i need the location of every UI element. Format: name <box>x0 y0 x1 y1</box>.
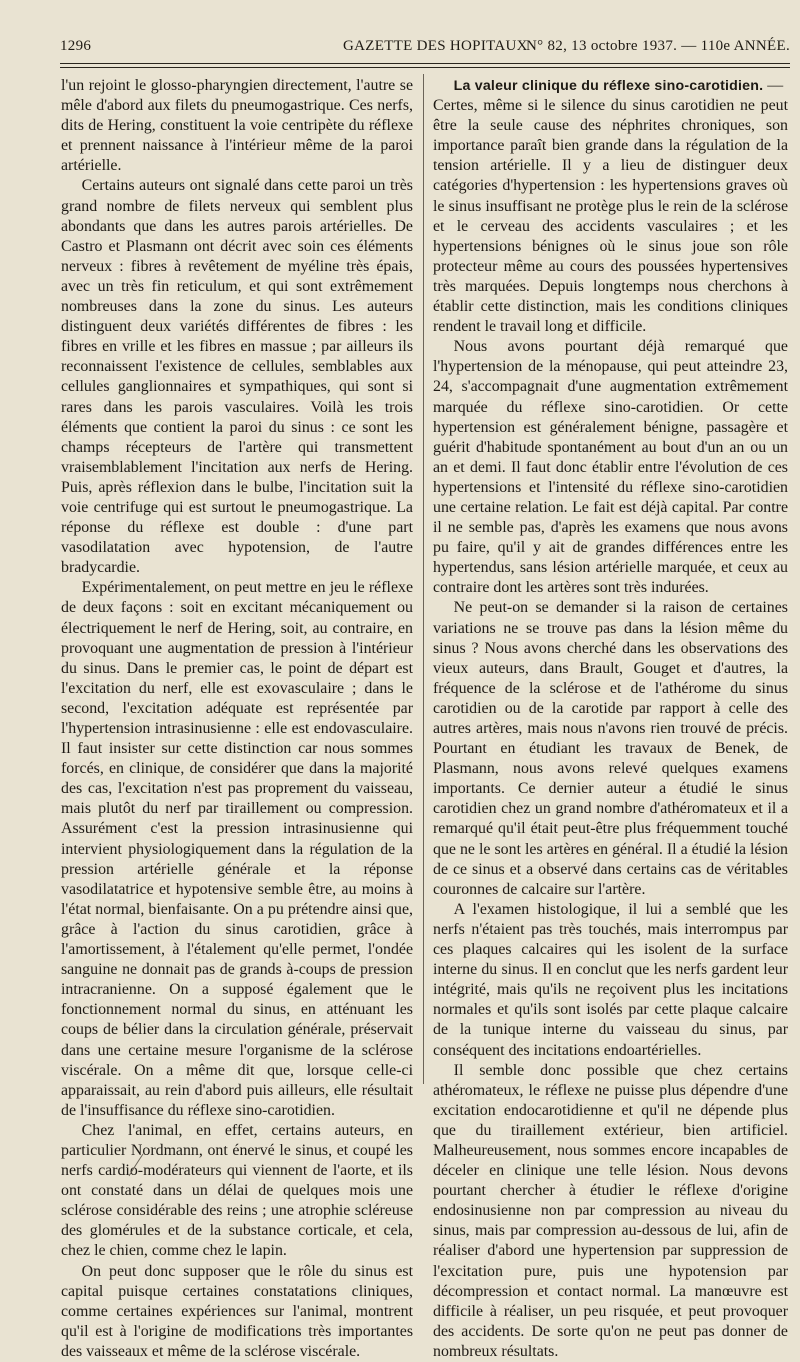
section-heading-paragraph <box>433 76 788 96</box>
left-column <box>61 76 413 1362</box>
paragraph: Expérimentalement, on peut mettre en jeu le réflexe de deux façons : soit en excitant mécaniquement ou électriquement le nerf de Hering, soit, au contraire, en provoquant une augmentation de pression à l'intérieur du sinus. Dans le premier cas, le point de départ est l'excitation du nerf, elle est exovasculaire ; dans le second, l'excitation adéquate est représentée par l'hypertension intrasinusienne : elle est endovasculaire. Il faut insister sur cette distinction car nous sommes forcés, en clinique, de considérer que dans la majorité des cas, l'excitation n'est pas proprement du vaisseau, mais plutôt du nerf par tiraillement ou compression. Assurément c'est la pression intrasinusienne qui intervient physiologiquement dans la régulation de la pression artérielle générale et la réponse vasodilatatrice et hypotensive semble être, au moins à l'état normal, bienfaisante. On a pu prétendre ainsi que, grâce à l'action du sinus carotidien, grâce à l'amortissement, à l'étalement qu'elle permet, l'ondée sanguine ne donnait pas de grands à-coups de pression intracranienne. On a supposé également que le fonctionnement normal du sinus, en atténuant les coups de bélier dans la circulation générale, préservait dans une certaine mesure l'organisme de la sclérose viscérale. On a même dit que, lorsque celle-ci apparaissait, au rein d'abord puis ailleurs, elle résultait de l'insuffisance du réflexe sino-carotidien. <box>61 579 413 1119</box>
paragraph: Certains auteurs ont signalé dans cette paroi un très grand nombre de filets nerveux qui semblent plus abondants que dans les autres parois artérielles. De Castro et Plasmann ont décrit avec soin ces éléments nerveux : fibres à revêtement de myéline très épais, avec un très fin reticulum, et qui sont extrêmement nombreuses dans la zone du sinus. Les auteurs distinguent deux variétés différentes de fibres : les fibres en vrille et les fibres en massue ; par ailleurs ils reconnaissent l'existence de cellules, semblables aux cellules ganglionnaires et sympathiques, qui sont si rares dans les parois vasculaires. Voilà les trois éléments que contient la paroi du sinus : ce sont les champs récepteurs de l'artère qui transmettent vraisemblablement l'incitation aux nerfs de Hering. Puis, après réflexion dans le bulbe, l'incitation suit la voie centrifuge qui est surtout le pneumogastrique. La réponse du réflexe est double : d'une part vasodilatation avec hypotension, de l'autre bradycardie. <box>61 177 413 577</box>
header-rule-bottom <box>60 67 790 68</box>
paragraph: On peut donc supposer que le rôle du sinus est capital puisque certaines constatations cliniques, comme certaines expériences sur l'animal, montrent qu'il est à l'origine de modifications très importantes des vaisseaux et même de la sclérose viscérale. <box>61 1262 413 1360</box>
right-column <box>433 76 788 1362</box>
paragraph: l'un rejoint le glosso-pharyngien directement, l'autre se mêle d'abord aux filets du pneumogastrique. Ces nerfs, dits de Hering, constituent la voie centripète du réflexe et prennent naissance à l'intérieur même de la paroi artérielle. <box>61 77 413 175</box>
page-number: 1296 <box>60 38 92 54</box>
paragraph: Il semble donc possible que chez certains athéromateux, le réflexe ne puisse plus dépendre d'une excitation endocarotidienne et qu'il ne dépende plus que du tiraillement extérieur, bien artificiel. Malheureusement, nous sommes encore incapables de déceler en clinique une telle lésion. Nous devons pourtant chercher à étudier le réflexe d'origine endosinusienne non par compression au niveau du sinus, mais par compression au-dessous de lui, afin de réaliser d'abord une hypertension par suppression de l'excitation pure, puis une hypotension par décompression et contact normal. La manœuvre est difficile à réaliser, un peu risquée, et peut provoquer des accidents. De sorte qu'on ne peut pas donner de nombreux résultats. <box>433 1061 788 1360</box>
paragraph: Certes, même si le silence du sinus carotidien ne peut être la seule cause des néphrites chroniques, son importance paraît bien grande dans la régulation de la tension artérielle. Il y a lieu de distinguer deux catégories d'hypertension : les hypertensions graves où le sinus insuffisant ne protège plus le rein de la sclérose et le cerveau des accidents vasculaires ; et les hypertensions bénignes où le sinus joue son rôle protecteur même au cours des poussées hypertensives très marquées. Depuis longtemps nous cherchons à établir cette distinction, mais les conditions cliniques rendent le travail long et difficile. <box>433 97 788 336</box>
journal-title: GAZETTE DES HOPITAUX <box>343 38 528 54</box>
paragraph: Nous avons pourtant déjà remarqué que l'hypertension de la ménopause, qui peut atteindre 23, 24, s'accompagnait d'une augmentation extrêmement marquée du réflexe sino-carotidien. Or cette hypertension est généralement bénigne, passagère et guérit d'habitude spontanément au bout d'un an ou un an et demi. Il faut donc établir entre l'évolution de ces hypertensions et l'intensité du réflexe sino-carotidien une certaine relation. Le fait est déjà capital. Par contre il ne semble pas, d'après les examens que nous avons pu faire, qu'il y ait de grandes différences entre les hypertendus, sans lésion artérielle marquée, et ceux au contraire dont les artères sont très indurées. <box>433 338 788 597</box>
issue-info: N° 82, 13 octobre 1937. — 110e ANNÉE. <box>525 38 790 54</box>
header-rule-top <box>60 63 790 64</box>
pencil-mark <box>125 1148 155 1178</box>
section-title: La valeur clinique du réflexe sino-carotidien. <box>453 78 764 94</box>
paragraph: Chez l'animal, en effet, certains auteurs, en particulier Nordmann, ont énervé le sinus, et coupé les nerfs cardio-modérateurs qui viennent de l'aorte, et ils ont constaté dans un délai de quelques mois une sclérose considérable des reins ; une atrophie scléreuse des glomérules et de la substance corticale, et cela, chez le chien, comme chez le lapin. <box>61 1121 413 1260</box>
section-title-dash: — <box>763 77 784 94</box>
column-divider <box>423 74 424 1084</box>
paragraph: Ne peut-on se demander si la raison de certaines variations ne se trouve pas dans la lésion même du sinus ? Nous avons cherché dans les observations des vieux auteurs, dans Brault, Gouget et d'autres, la fréquence de la sclérose et de l'athérome du sinus carotidien ou de la carotide par rapport à celle des autres artères, mais nous n'avons rien trouvé de précis. Pourtant en étudiant les travaux de Benek, de Plasmann, nous avons relevé quelques examens importants. Ce dernier auteur a étudié le sinus carotidien chez un grand nombre d'athéromateux et il a remarqué qu'il était peut-être plus fréquemment touché que ne le sont les artères en général. Il a étudié la lésion de ce sinus et a observé dans certains cas de véritables couronnes de calcaire sur l'artère. <box>433 599 788 898</box>
paragraph: A l'examen histologique, il lui a semblé que les nerfs n'étaient pas très touchés, mais interrompus par ces plaques calcaires qui les isolent de la surface interne du sinus. Il en conclut que les nerfs gardent leur intégrité, mais qu'ils ne reçoivent plus les incitations normales et qu'ils sont isolés par cette plaque calcaire de la tunique interne du vaisseau du sinus, par conséquent des incitations endoartérielles. <box>433 900 788 1059</box>
running-header <box>60 38 790 60</box>
